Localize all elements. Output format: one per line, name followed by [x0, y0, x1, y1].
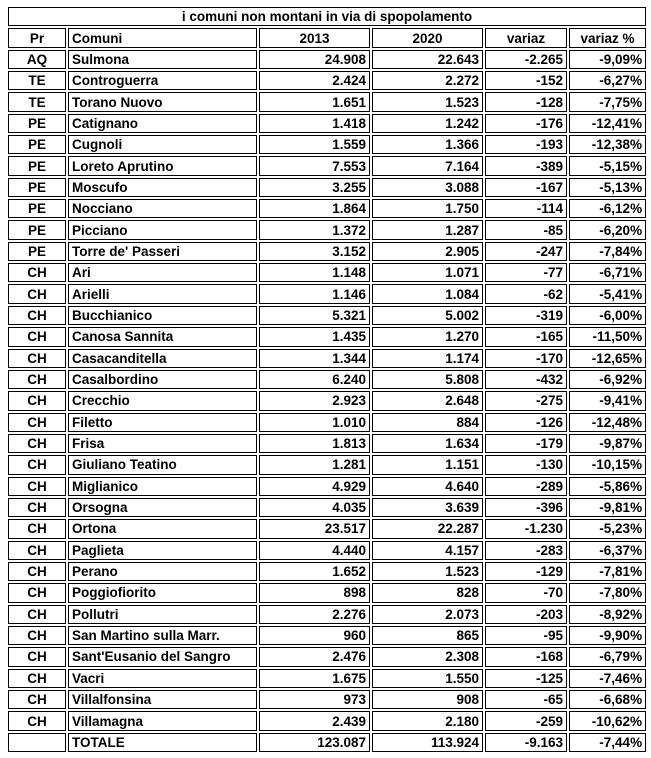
table-row — [8, 519, 646, 538]
table-row — [8, 135, 646, 154]
cell-pr: CH — [8, 327, 66, 346]
cell-variaz: -259 — [485, 711, 567, 730]
cell-pr: CH — [8, 434, 66, 453]
cell-pr: PE — [8, 199, 66, 218]
cell-pr: CH — [8, 370, 66, 389]
cell-2013: 1.281 — [259, 455, 370, 474]
table-row — [8, 156, 646, 175]
cell-variaz-pct: -9,41% — [569, 391, 646, 410]
cell-2013: 24.908 — [259, 50, 370, 69]
cell-2013: 1.651 — [259, 92, 370, 111]
cell-variaz-pct: -6,71% — [569, 263, 646, 282]
table-row — [8, 562, 646, 581]
cell-pr: PE — [8, 242, 66, 261]
cell-2013: 1.675 — [259, 669, 370, 688]
total-pr-empty — [8, 733, 66, 752]
cell-2013: 2.424 — [259, 71, 370, 90]
cell-variaz-pct: -6,68% — [569, 690, 646, 709]
table-row — [8, 626, 646, 645]
cell-variaz: -152 — [485, 71, 567, 90]
header-2013: 2013 — [259, 28, 370, 47]
cell-comune: Loreto Aprutino — [68, 156, 257, 175]
cell-2020: 1.071 — [372, 263, 483, 282]
cell-variaz-pct: -9,09% — [569, 50, 646, 69]
cell-comune: Controguerra — [68, 71, 257, 90]
cell-variaz-pct: -7,81% — [569, 562, 646, 581]
table-row — [8, 114, 646, 133]
cell-2020: 865 — [372, 626, 483, 645]
cell-2020: 4.157 — [372, 541, 483, 560]
cell-pr: PE — [8, 220, 66, 239]
table-row — [8, 690, 646, 709]
cell-variaz: -2.265 — [485, 50, 567, 69]
cell-pr: CH — [8, 306, 66, 325]
cell-2013: 4.440 — [259, 541, 370, 560]
cell-comune: Pollutri — [68, 605, 257, 624]
table-row — [8, 711, 646, 730]
header-row — [8, 28, 646, 47]
total-2020: 113.924 — [372, 733, 483, 752]
cell-2013: 3.255 — [259, 178, 370, 197]
cell-2013: 3.152 — [259, 242, 370, 261]
table-row — [8, 583, 646, 602]
cell-variaz: -289 — [485, 477, 567, 496]
cell-2020: 1.634 — [372, 434, 483, 453]
total-label: TOTALE — [68, 733, 257, 752]
cell-2020: 1.550 — [372, 669, 483, 688]
cell-2013: 1.148 — [259, 263, 370, 282]
cell-pr: CH — [8, 349, 66, 368]
cell-variaz-pct: -11,50% — [569, 327, 646, 346]
cell-variaz: -85 — [485, 220, 567, 239]
cell-variaz-pct: -8,92% — [569, 605, 646, 624]
cell-pr: CH — [8, 690, 66, 709]
cell-pr: CH — [8, 455, 66, 474]
cell-variaz-pct: -6,27% — [569, 71, 646, 90]
cell-variaz: -170 — [485, 349, 567, 368]
cell-variaz: -247 — [485, 242, 567, 261]
cell-variaz-pct: -10,62% — [569, 711, 646, 730]
cell-comune: Villalfonsina — [68, 690, 257, 709]
cell-variaz: -203 — [485, 605, 567, 624]
cell-variaz-pct: -6,79% — [569, 647, 646, 666]
cell-variaz-pct: -7,75% — [569, 92, 646, 111]
cell-variaz-pct: -9,90% — [569, 626, 646, 645]
cell-comune: Orsogna — [68, 498, 257, 517]
cell-pr: CH — [8, 413, 66, 432]
cell-2013: 960 — [259, 626, 370, 645]
table-body — [8, 50, 646, 731]
table-row — [8, 498, 646, 517]
cell-variaz: -70 — [485, 583, 567, 602]
header-variaz-pct: variaz % — [569, 28, 646, 47]
total-variaz-pct: -7,44% — [569, 733, 646, 752]
total-row — [8, 733, 646, 752]
cell-2020: 828 — [372, 583, 483, 602]
cell-variaz-pct: -6,00% — [569, 306, 646, 325]
table-row — [8, 413, 646, 432]
cell-pr: CH — [8, 477, 66, 496]
cell-2020: 3.088 — [372, 178, 483, 197]
cell-2013: 1.010 — [259, 413, 370, 432]
header-2020: 2020 — [372, 28, 483, 47]
table-row — [8, 349, 646, 368]
cell-variaz: -130 — [485, 455, 567, 474]
cell-variaz-pct: -6,20% — [569, 220, 646, 239]
table-row — [8, 71, 646, 90]
cell-pr: CH — [8, 711, 66, 730]
cell-2020: 22.287 — [372, 519, 483, 538]
table-row — [8, 50, 646, 69]
cell-2020: 908 — [372, 690, 483, 709]
cell-2020: 1.523 — [372, 562, 483, 581]
table-row — [8, 455, 646, 474]
cell-variaz-pct: -5,86% — [569, 477, 646, 496]
header-pr: Pr — [8, 28, 66, 47]
cell-variaz: -319 — [485, 306, 567, 325]
cell-2020: 3.639 — [372, 498, 483, 517]
cell-2013: 23.517 — [259, 519, 370, 538]
cell-variaz: -389 — [485, 156, 567, 175]
cell-comune: San Martino sulla Marr. — [68, 626, 257, 645]
cell-variaz-pct: -12,41% — [569, 114, 646, 133]
table-row — [8, 647, 646, 666]
cell-2020: 2.272 — [372, 71, 483, 90]
cell-comune: Poggiofiorito — [68, 583, 257, 602]
cell-2020: 2.073 — [372, 605, 483, 624]
cell-2020: 2.308 — [372, 647, 483, 666]
cell-2020: 4.640 — [372, 477, 483, 496]
cell-comune: Filetto — [68, 413, 257, 432]
cell-pr: CH — [8, 626, 66, 645]
cell-2013: 1.418 — [259, 114, 370, 133]
cell-2013: 6.240 — [259, 370, 370, 389]
cell-comune: Ortona — [68, 519, 257, 538]
cell-variaz: -126 — [485, 413, 567, 432]
cell-variaz: -168 — [485, 647, 567, 666]
cell-comune: Crecchio — [68, 391, 257, 410]
cell-variaz: -275 — [485, 391, 567, 410]
cell-comune: Torano Nuovo — [68, 92, 257, 111]
cell-2020: 1.750 — [372, 199, 483, 218]
cell-variaz: -165 — [485, 327, 567, 346]
cell-comune: Arielli — [68, 284, 257, 303]
cell-variaz-pct: -7,84% — [569, 242, 646, 261]
table-row — [8, 391, 646, 410]
cell-variaz-pct: -5,41% — [569, 284, 646, 303]
cell-2013: 5.321 — [259, 306, 370, 325]
cell-pr: PE — [8, 156, 66, 175]
cell-2020: 1.287 — [372, 220, 483, 239]
table-title: i comuni non montani in via di spopolamento — [8, 7, 646, 26]
cell-comune: Moscufo — [68, 178, 257, 197]
cell-variaz: -125 — [485, 669, 567, 688]
cell-pr: TE — [8, 71, 66, 90]
cell-2020: 5.808 — [372, 370, 483, 389]
cell-comune: Frisa — [68, 434, 257, 453]
cell-variaz: -65 — [485, 690, 567, 709]
table-row — [8, 263, 646, 282]
cell-pr: CH — [8, 647, 66, 666]
header-variaz: variaz — [485, 28, 567, 47]
cell-comune: Sulmona — [68, 50, 257, 69]
cell-comune: Casalbordino — [68, 370, 257, 389]
cell-variaz: -176 — [485, 114, 567, 133]
cell-variaz-pct: -6,92% — [569, 370, 646, 389]
table-row — [8, 477, 646, 496]
total-2013: 123.087 — [259, 733, 370, 752]
cell-2013: 1.652 — [259, 562, 370, 581]
table-row — [8, 242, 646, 261]
cell-comune: Torre de' Passeri — [68, 242, 257, 261]
cell-comune: Miglianico — [68, 477, 257, 496]
cell-2013: 2.439 — [259, 711, 370, 730]
cell-2020: 22.643 — [372, 50, 483, 69]
cell-2020: 1.084 — [372, 284, 483, 303]
cell-2020: 2.180 — [372, 711, 483, 730]
cell-variaz: -167 — [485, 178, 567, 197]
cell-2013: 1.344 — [259, 349, 370, 368]
cell-2013: 1.813 — [259, 434, 370, 453]
cell-variaz: -432 — [485, 370, 567, 389]
cell-pr: CH — [8, 263, 66, 282]
table-row — [8, 92, 646, 111]
table-row — [8, 178, 646, 197]
cell-2013: 1.146 — [259, 284, 370, 303]
table-row — [8, 434, 646, 453]
cell-2020: 884 — [372, 413, 483, 432]
cell-2020: 2.648 — [372, 391, 483, 410]
cell-2013: 2.923 — [259, 391, 370, 410]
cell-comune: Nocciano — [68, 199, 257, 218]
cell-variaz: -193 — [485, 135, 567, 154]
cell-variaz: -1.230 — [485, 519, 567, 538]
cell-pr: CH — [8, 391, 66, 410]
table-row — [8, 199, 646, 218]
cell-pr: AQ — [8, 50, 66, 69]
cell-2020: 1.270 — [372, 327, 483, 346]
cell-comune: Ari — [68, 263, 257, 282]
table-row — [8, 541, 646, 560]
cell-2013: 1.435 — [259, 327, 370, 346]
cell-2020: 1.366 — [372, 135, 483, 154]
cell-variaz-pct: -6,12% — [569, 199, 646, 218]
cell-comune: Picciano — [68, 220, 257, 239]
cell-pr: CH — [8, 519, 66, 538]
cell-variaz-pct: -12,48% — [569, 413, 646, 432]
cell-pr: CH — [8, 583, 66, 602]
cell-2013: 4.929 — [259, 477, 370, 496]
cell-variaz-pct: -7,46% — [569, 669, 646, 688]
cell-comune: Giuliano Teatino — [68, 455, 257, 474]
cell-variaz: -62 — [485, 284, 567, 303]
cell-2013: 2.476 — [259, 647, 370, 666]
cell-2013: 973 — [259, 690, 370, 709]
cell-variaz-pct: -5,23% — [569, 519, 646, 538]
cell-comune: Villamagna — [68, 711, 257, 730]
cell-2020: 1.523 — [372, 92, 483, 111]
cell-2013: 7.553 — [259, 156, 370, 175]
title-row — [8, 7, 646, 26]
cell-pr: PE — [8, 114, 66, 133]
cell-2013: 1.864 — [259, 199, 370, 218]
cell-2020: 2.905 — [372, 242, 483, 261]
cell-comune: Bucchianico — [68, 306, 257, 325]
cell-pr: CH — [8, 605, 66, 624]
cell-variaz-pct: -12,38% — [569, 135, 646, 154]
cell-comune: Perano — [68, 562, 257, 581]
cell-variaz-pct: -5,15% — [569, 156, 646, 175]
cell-variaz: -129 — [485, 562, 567, 581]
cell-variaz: -114 — [485, 199, 567, 218]
table-row — [8, 669, 646, 688]
table-row — [8, 306, 646, 325]
cell-comune: Cugnoli — [68, 135, 257, 154]
cell-2013: 2.276 — [259, 605, 370, 624]
cell-comune: Paglieta — [68, 541, 257, 560]
cell-2013: 4.035 — [259, 498, 370, 517]
table-row — [8, 605, 646, 624]
cell-2020: 1.151 — [372, 455, 483, 474]
cell-comune: Casacanditella — [68, 349, 257, 368]
table-row — [8, 220, 646, 239]
cell-comune: Canosa Sannita — [68, 327, 257, 346]
cell-variaz-pct: -9,87% — [569, 434, 646, 453]
cell-comune: Sant'Eusanio del Sangro — [68, 647, 257, 666]
table-row — [8, 284, 646, 303]
cell-comune: Catignano — [68, 114, 257, 133]
cell-2020: 1.242 — [372, 114, 483, 133]
cell-pr: CH — [8, 562, 66, 581]
cell-variaz-pct: -6,37% — [569, 541, 646, 560]
cell-2020: 7.164 — [372, 156, 483, 175]
cell-variaz: -128 — [485, 92, 567, 111]
cell-variaz: -77 — [485, 263, 567, 282]
spopolamento-table — [6, 5, 648, 754]
cell-variaz: -179 — [485, 434, 567, 453]
cell-pr: PE — [8, 135, 66, 154]
total-variaz: -9.163 — [485, 733, 567, 752]
cell-variaz: -396 — [485, 498, 567, 517]
cell-variaz-pct: -9,81% — [569, 498, 646, 517]
cell-pr: TE — [8, 92, 66, 111]
cell-variaz: -283 — [485, 541, 567, 560]
cell-pr: CH — [8, 498, 66, 517]
table-row — [8, 327, 646, 346]
cell-2013: 1.559 — [259, 135, 370, 154]
cell-pr: CH — [8, 541, 66, 560]
table-row — [8, 370, 646, 389]
cell-variaz-pct: -10,15% — [569, 455, 646, 474]
cell-variaz: -95 — [485, 626, 567, 645]
cell-2013: 898 — [259, 583, 370, 602]
cell-variaz-pct: -5,13% — [569, 178, 646, 197]
cell-pr: CH — [8, 284, 66, 303]
header-comuni: Comuni — [68, 28, 257, 47]
cell-pr: PE — [8, 178, 66, 197]
cell-2020: 1.174 — [372, 349, 483, 368]
cell-variaz-pct: -7,80% — [569, 583, 646, 602]
cell-variaz-pct: -12,65% — [569, 349, 646, 368]
cell-2013: 1.372 — [259, 220, 370, 239]
cell-comune: Vacri — [68, 669, 257, 688]
cell-pr: CH — [8, 669, 66, 688]
cell-2020: 5.002 — [372, 306, 483, 325]
